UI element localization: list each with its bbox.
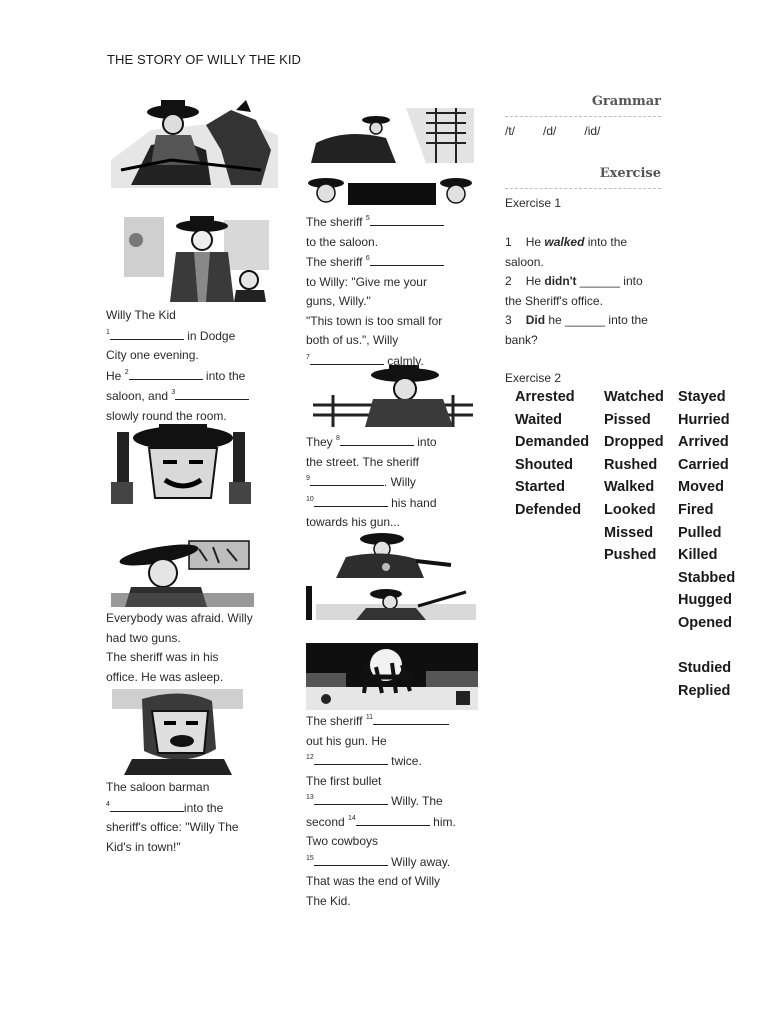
- story-line: [106, 366, 249, 387]
- story-line: had two guns.: [106, 630, 181, 645]
- story-text: him.: [429, 814, 456, 829]
- story-line: [306, 351, 444, 372]
- exercise-divider: [505, 188, 661, 189]
- story-paragraph-2: [106, 609, 253, 687]
- blank-number: 7: [306, 353, 310, 361]
- story-line: The Kid.: [306, 893, 351, 908]
- verb-word: Killed: [678, 547, 718, 564]
- story-text: The sheriff: [306, 215, 366, 229]
- exercise-2-label: Exercise 2: [505, 371, 562, 385]
- story-text: . Willy: [383, 475, 416, 489]
- blank-number: 5: [365, 215, 370, 222]
- answer-blank[interactable]: ______: [565, 313, 606, 327]
- story-text: He: [106, 368, 125, 383]
- answer-blank[interactable]: [129, 366, 203, 380]
- item-verb: didn't: [544, 274, 577, 288]
- verb-word: Walked: [604, 479, 655, 496]
- story-line: [106, 407, 249, 427]
- item-text: He: [525, 235, 545, 249]
- blank-number: 4: [106, 800, 110, 808]
- story-text: Willy The Kid: [106, 308, 176, 322]
- verb-word: Opened: [678, 614, 732, 631]
- item-text: into the: [584, 235, 628, 249]
- story-line: Kid's in town!": [106, 839, 181, 854]
- exercise-1: [505, 194, 675, 350]
- story-line: [306, 472, 437, 493]
- item-text: he: [545, 313, 566, 327]
- item-text: into the: [605, 313, 648, 327]
- story-line: [306, 432, 437, 453]
- story-text: The sheriff: [306, 255, 366, 269]
- verb-word: Started: [515, 479, 565, 496]
- story-line: Everybody was afraid. Willy: [106, 611, 253, 625]
- answer-blank[interactable]: ______: [579, 274, 620, 288]
- illustration-cowboy-on-horse: [111, 90, 278, 188]
- item-verb: Did: [525, 313, 546, 327]
- story-text: second: [306, 814, 349, 829]
- story-line: towards his gun...: [306, 515, 401, 529]
- story-text: Willy. The: [387, 794, 443, 808]
- answer-blank[interactable]: [373, 711, 449, 725]
- story-text: twice.: [387, 754, 422, 768]
- answer-blank[interactable]: [314, 751, 388, 765]
- story-line: [306, 812, 456, 833]
- answer-blank[interactable]: [110, 798, 184, 812]
- illustration-carrying-willy-away: [306, 643, 478, 710]
- story-line: [106, 386, 249, 407]
- item-number: 1: [505, 235, 512, 249]
- answer-blank[interactable]: [370, 212, 444, 226]
- story-line: The saloon barman: [106, 780, 210, 794]
- grammar-divider: [505, 116, 661, 117]
- story-paragraph-1: [106, 306, 249, 426]
- illustration-sheriff-and-willy-faces: [306, 177, 474, 207]
- answer-blank[interactable]: [314, 493, 388, 507]
- story-line: That was the end of Willy: [306, 874, 441, 888]
- story-text: into the: [183, 800, 224, 815]
- story-line: [306, 791, 456, 812]
- story-line: office. He was asleep.: [106, 669, 224, 684]
- story-line: to the saloon.: [306, 234, 379, 249]
- answer-blank[interactable]: [356, 812, 430, 826]
- illustration-sheriff-walking: [306, 108, 474, 163]
- story-line: The sheriff was in his: [106, 650, 219, 664]
- blank-number: 12: [306, 754, 314, 761]
- verb-word: Pushed: [604, 547, 657, 564]
- story-paragraph-4: [306, 212, 444, 371]
- answer-blank[interactable]: [314, 791, 388, 805]
- exercise-1-item-2: [505, 272, 675, 292]
- word-list-column-3: [678, 386, 735, 702]
- verb-word: Carried: [678, 456, 729, 473]
- blank-number: 15: [306, 854, 314, 862]
- blank-number: 11: [365, 714, 374, 721]
- exercise-heading: Exercise: [599, 166, 661, 181]
- story-text: saloon, and: [106, 389, 172, 403]
- story-line: [106, 326, 249, 347]
- story-text: calmly.: [383, 353, 424, 368]
- story-text: in Dodge: [183, 328, 236, 343]
- illustration-willy-aiming: [306, 586, 476, 620]
- story-line: guns, Willy.": [306, 294, 371, 308]
- blank-number: 1: [106, 328, 110, 336]
- blank-number: 10: [306, 495, 314, 503]
- sound-d: /d/: [543, 124, 557, 138]
- verb-word: Dropped: [604, 434, 664, 451]
- verb-word: Rushed: [604, 456, 658, 473]
- verb-word: Missed: [604, 524, 654, 541]
- item-number: 3: [505, 313, 512, 327]
- answer-blank[interactable]: [175, 386, 249, 400]
- item-text: saloon.: [505, 254, 544, 269]
- verb-word: Defended: [515, 501, 582, 518]
- story-text: They: [306, 435, 337, 449]
- verb-word: Arrested: [515, 389, 575, 405]
- verb-word: Shouted: [515, 456, 573, 473]
- verb-word: [678, 635, 735, 658]
- blank-number: 14: [348, 814, 356, 822]
- verb-word: Replied: [678, 682, 731, 699]
- word-list-column-2: [604, 386, 664, 567]
- story-line: both of us.", Willy: [306, 333, 399, 347]
- story-line: [306, 711, 456, 732]
- verb-word: Hugged: [678, 592, 732, 609]
- verb-word: Pulled: [678, 524, 722, 541]
- word-list-column-1: [515, 386, 589, 522]
- story-text: City one evening.: [106, 348, 199, 362]
- story-line: [306, 751, 456, 772]
- item-text: He: [525, 274, 545, 288]
- verb-word: Stabbed: [678, 569, 736, 586]
- item-verb: walked: [544, 235, 585, 249]
- story-line: [106, 798, 239, 819]
- exercise-1-label: Exercise 1: [505, 196, 562, 210]
- answer-blank[interactable]: [340, 432, 414, 446]
- verb-word: Studied: [678, 660, 732, 677]
- story-paragraph-6: [306, 711, 456, 911]
- illustration-willy-by-fence: [313, 365, 473, 427]
- exercise-1-item-3: [505, 311, 675, 331]
- story-line: "This town is too small for: [306, 313, 443, 328]
- story-line: [306, 212, 444, 233]
- grammar-heading: Grammar: [591, 94, 661, 109]
- verb-word: Demanded: [515, 434, 590, 451]
- story-line: to Willy: "Give me your: [306, 274, 427, 289]
- sound-endings-row: [505, 122, 665, 142]
- story-line: The first bullet: [306, 773, 382, 788]
- blank-number: 6: [365, 255, 370, 262]
- verb-word: Pissed: [604, 411, 651, 428]
- story-line: Two cowboys: [306, 834, 379, 848]
- story-line: [106, 346, 249, 366]
- blank-number: 8: [336, 435, 340, 442]
- story-text: Willy away.: [387, 854, 451, 869]
- exercise-1-item-1: [505, 233, 675, 253]
- answer-blank[interactable]: [310, 351, 384, 365]
- illustration-cowboy-by-sign: [111, 535, 254, 607]
- story-text: The sheriff: [306, 714, 366, 728]
- story-line: [306, 852, 456, 873]
- spacer: [505, 214, 675, 234]
- verb-word: Watched: [604, 389, 664, 405]
- story-line: sheriff's office: "Willy The: [106, 820, 239, 834]
- story-paragraph-5: [306, 432, 437, 533]
- item-number: 2: [505, 274, 512, 288]
- story-text: his hand: [387, 495, 437, 510]
- verb-word: Waited: [515, 411, 562, 428]
- sound-id: /id/: [584, 124, 601, 138]
- story-text: into: [413, 435, 437, 449]
- story-text: into the: [202, 368, 246, 383]
- item-text: the Sheriff's office.: [505, 293, 603, 308]
- answer-blank[interactable]: [110, 326, 184, 340]
- story-text: slowly round the room.: [106, 408, 227, 423]
- illustration-sheriff-drawing-gun: [306, 531, 455, 578]
- answer-blank[interactable]: [314, 852, 388, 866]
- sound-t: /t/: [505, 124, 516, 138]
- blank-number: 9: [306, 475, 310, 482]
- verb-word: Arrived: [678, 434, 729, 451]
- story-paragraph-3: [106, 778, 239, 857]
- story-line: [106, 306, 249, 326]
- verb-word: Fired: [678, 501, 714, 518]
- verb-word: Stayed: [678, 389, 726, 405]
- answer-blank[interactable]: [310, 472, 384, 486]
- illustration-saloon-barman: [112, 689, 243, 775]
- item-text: bank?: [505, 332, 538, 347]
- answer-blank[interactable]: [370, 252, 444, 266]
- blank-number: 3: [171, 389, 176, 396]
- illustration-cowboy-in-saloon: [124, 212, 269, 302]
- story-line: [306, 493, 437, 514]
- page-title: THE STORY OF WILLY THE KID: [107, 52, 302, 67]
- blank-number: 2: [124, 368, 129, 376]
- verb-word: Hurried: [678, 411, 730, 428]
- story-line: out his gun. He: [306, 733, 387, 748]
- item-text: into: [619, 274, 643, 288]
- verb-word: Moved: [678, 479, 724, 496]
- verb-word: Looked: [604, 501, 656, 518]
- story-line: [306, 252, 444, 273]
- blank-number: 13: [306, 794, 314, 801]
- story-line: the street. The sheriff: [306, 454, 419, 469]
- illustration-gunman-two-guns: [107, 422, 256, 510]
